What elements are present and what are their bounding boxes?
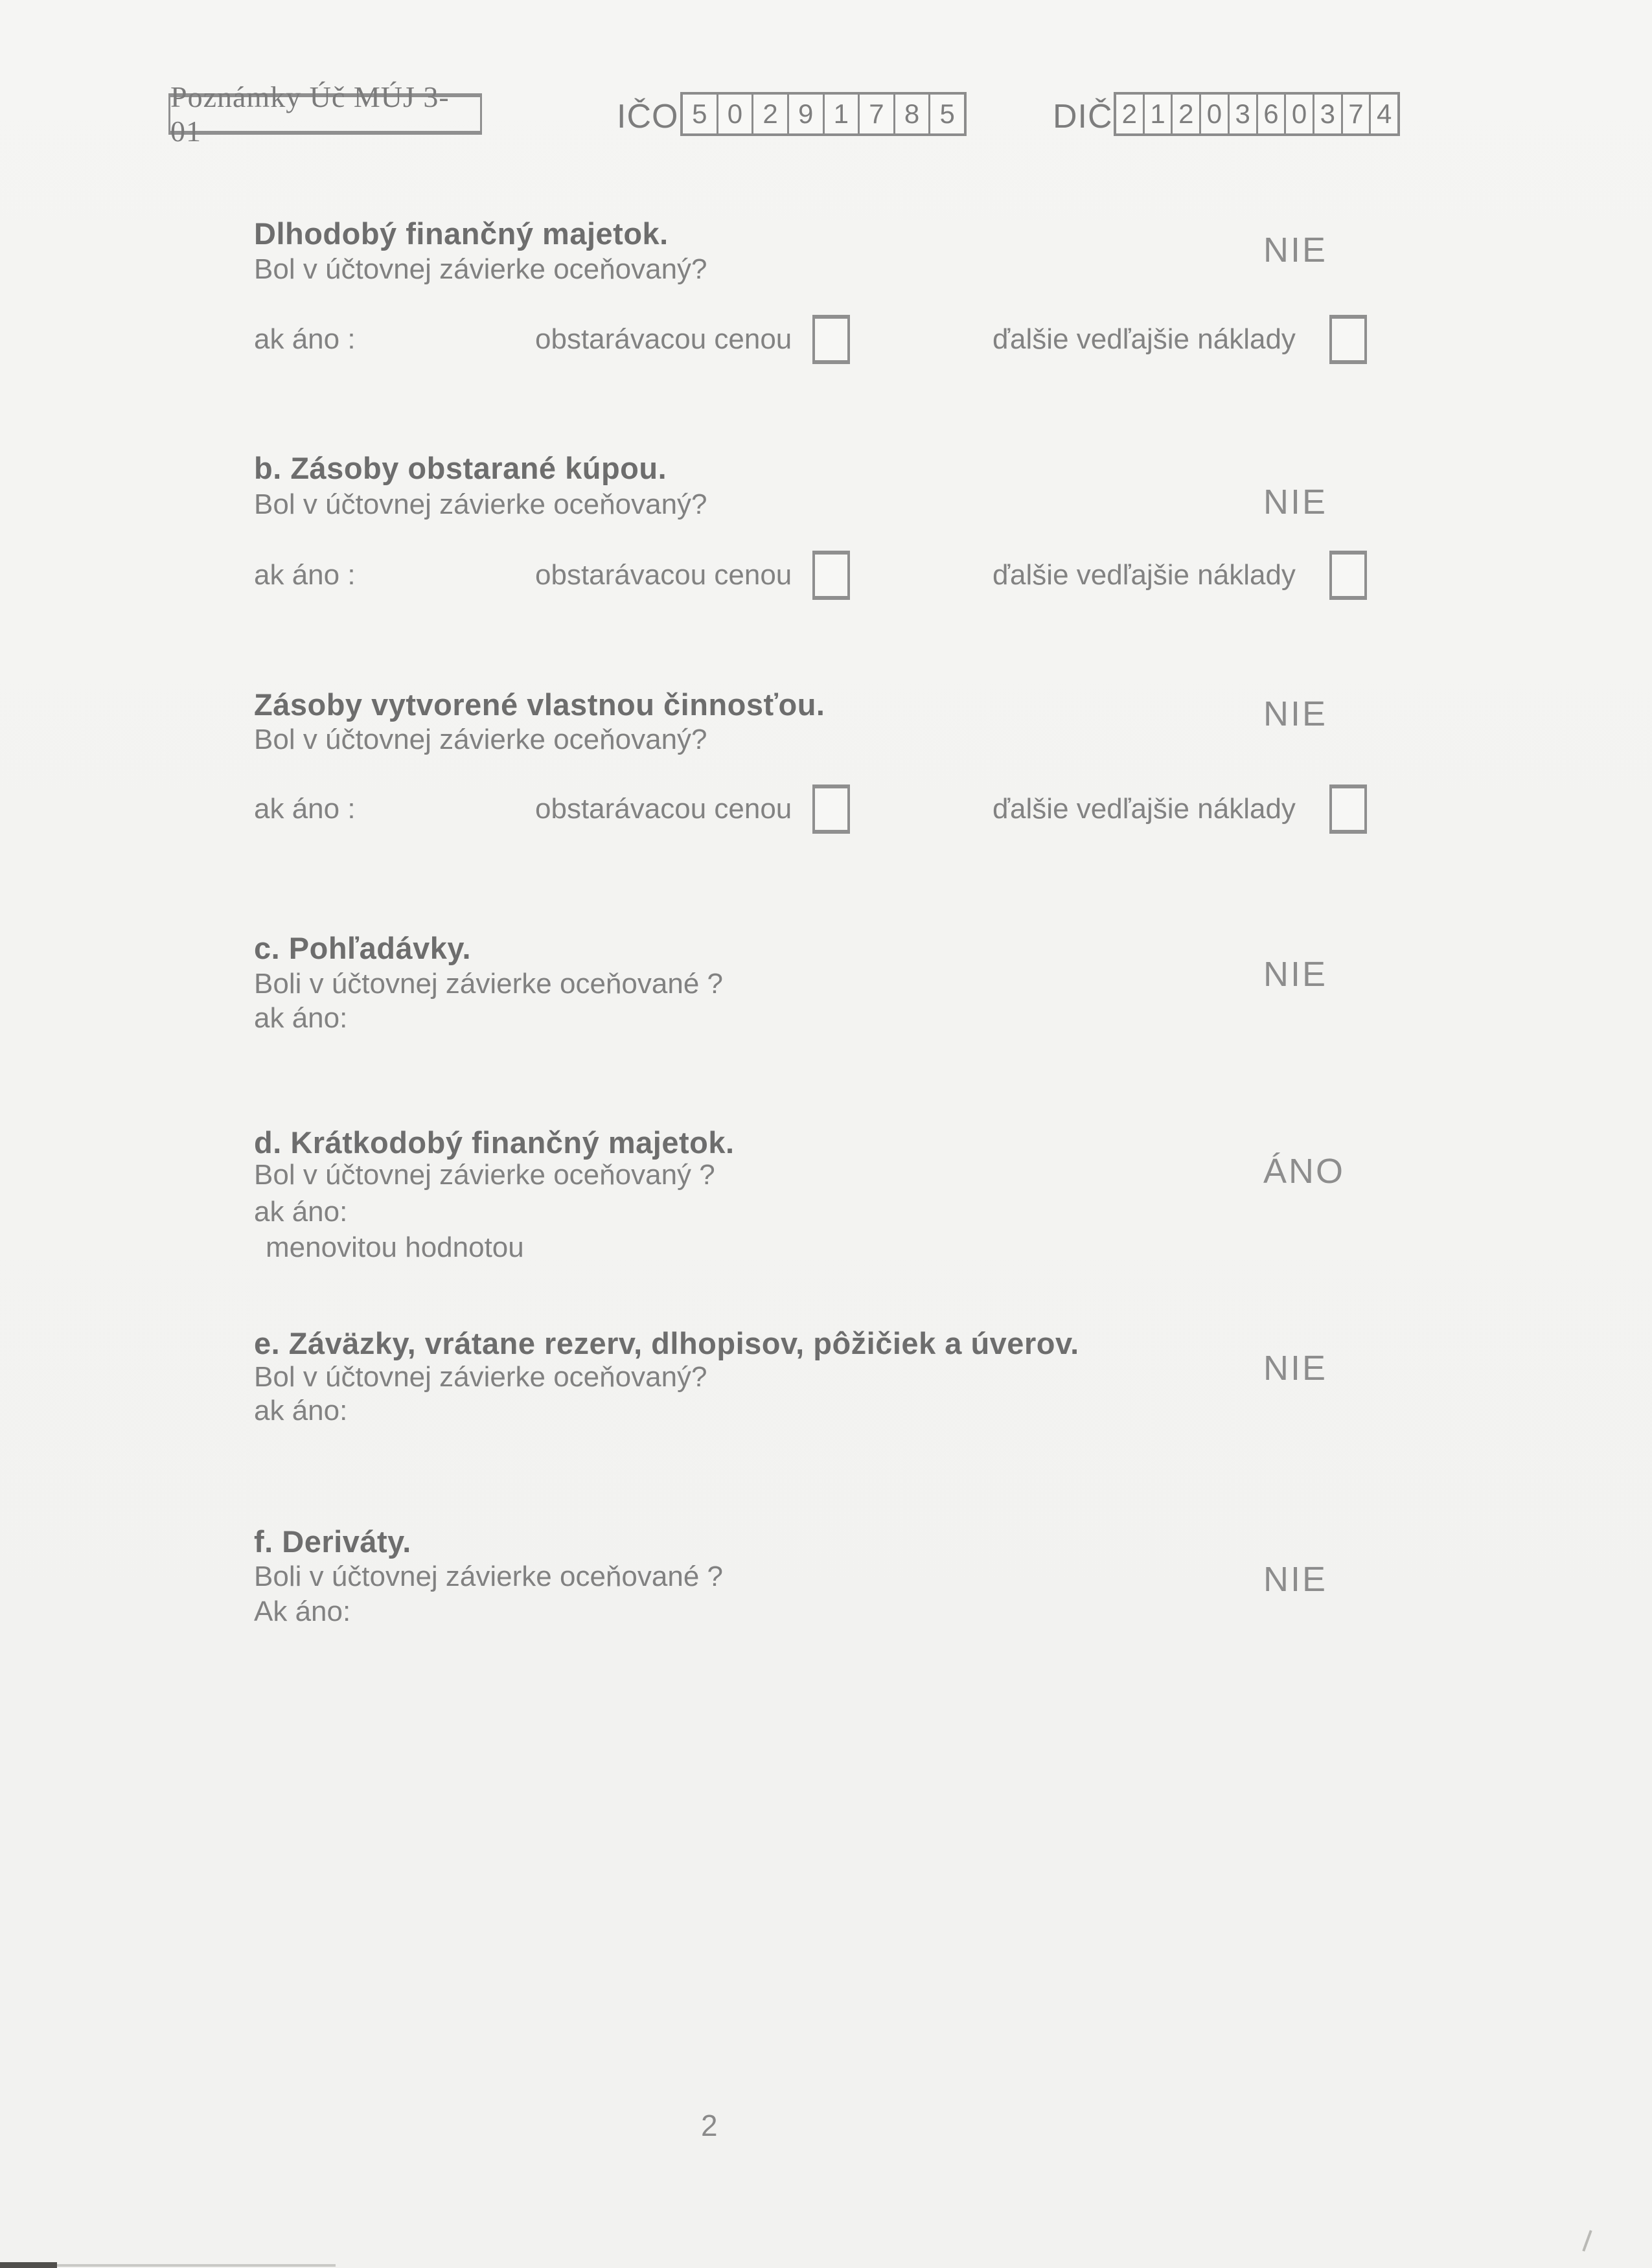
option-label: ďalšie vedľajšie náklady xyxy=(992,559,1296,591)
answer-value: NIE xyxy=(1263,1349,1328,1388)
dic-label: DIČ xyxy=(1053,98,1113,135)
page-number: 2 xyxy=(701,2109,718,2142)
section-heading: c. Pohľadávky. xyxy=(254,931,472,965)
answer-value: NIE xyxy=(1263,694,1328,733)
answer-value: ÁNO xyxy=(1263,1152,1346,1191)
section-heading: e. Záväzky, vrátane rezerv, dlhopisov, pôžičiek a úverov. xyxy=(254,1326,1079,1360)
section-heading: b. Zásoby obstarané kúpou. xyxy=(254,451,667,485)
checkbox-dalsie-naklady[interactable] xyxy=(1329,315,1367,364)
dic-digit-cell: 6 xyxy=(1256,95,1285,133)
ico-label: IČO xyxy=(617,98,679,135)
section-heading: Zásoby vytvorené vlastnou činnosťou. xyxy=(254,687,825,722)
ico-digit-cell: 5 xyxy=(928,95,964,133)
if-yes-label: ak áno : xyxy=(254,323,356,355)
dic-digit-cell: 3 xyxy=(1313,95,1341,133)
dic-digit-cell: 7 xyxy=(1341,95,1370,133)
form-code-label: Poznámky Úč MÚJ 3-01 xyxy=(170,80,450,148)
dic-digit-cell: 4 xyxy=(1369,95,1397,133)
scan-artifact-bottom-line xyxy=(57,2264,336,2267)
dic-digit-cell: 2 xyxy=(1121,98,1138,129)
answer-value: NIE xyxy=(1263,483,1328,521)
section-heading: Dlhodobý finančný majetok. xyxy=(254,216,669,251)
section-heading: d. Krátkodobý finančný majetok. xyxy=(254,1125,735,1160)
answer-value: NIE xyxy=(1263,231,1328,269)
checkbox-obstaravacou-cenou[interactable] xyxy=(812,315,850,364)
section-question: Bol v účtovnej závierke oceňovaný? xyxy=(254,253,707,285)
scan-artifact-scratch xyxy=(1582,2230,1592,2251)
option-label: ďalšie vedľajšie náklady xyxy=(992,793,1296,825)
answer-value: NIE xyxy=(1263,955,1328,994)
dic-digit-cell: 1 xyxy=(1143,95,1171,133)
section-question: Boli v účtovnej závierke oceňované ? xyxy=(254,1561,723,1592)
ico-digit-cell: 9 xyxy=(787,95,823,133)
ico-digit-cell: 7 xyxy=(858,95,893,133)
ico-digit-cell: 0 xyxy=(717,95,752,133)
ico-digit-cell: 8 xyxy=(893,95,929,133)
if-yes-label: ak áno : xyxy=(254,559,356,591)
answer-value: NIE xyxy=(1263,1560,1328,1599)
ico-digit-cell: 2 xyxy=(751,95,787,133)
valuation-method-label: menovitou hodnotou xyxy=(266,1231,524,1263)
section-question: Bol v účtovnej závierke oceňovaný ? xyxy=(254,1159,715,1191)
dic-digit-cell: 0 xyxy=(1199,95,1228,133)
option-label: obstarávacou cenou xyxy=(535,323,792,355)
option-label: obstarávacou cenou xyxy=(535,559,792,591)
section-question: Bol v účtovnej závierke oceňovaný? xyxy=(254,724,707,755)
option-label: ďalšie vedľajšie náklady xyxy=(992,323,1296,355)
form-code-badge xyxy=(168,80,482,148)
dic-digit-cell: 3 xyxy=(1228,95,1256,133)
dic-digit-cell: 0 xyxy=(1284,95,1313,133)
option-label: obstarávacou cenou xyxy=(535,793,792,825)
if-yes-label: ak áno: xyxy=(254,1002,348,1034)
dic-digit-boxes xyxy=(1114,92,1400,136)
dic-digit-cell: 2 xyxy=(1171,95,1199,133)
checkbox-obstaravacou-cenou[interactable] xyxy=(812,785,850,834)
section-heading: f. Deriváty. xyxy=(254,1524,411,1559)
if-yes-label: ak áno: xyxy=(254,1395,348,1426)
ico-digit-cell: 1 xyxy=(823,95,858,133)
checkbox-dalsie-naklady[interactable] xyxy=(1329,785,1367,834)
scan-artifact-bottom-left xyxy=(0,2262,57,2268)
checkbox-obstaravacou-cenou[interactable] xyxy=(812,551,850,600)
ico-digit-cell: 5 xyxy=(692,98,707,129)
ico-digit-boxes xyxy=(680,92,967,136)
section-question: Bol v účtovnej závierke oceňovaný? xyxy=(254,1361,707,1393)
checkbox-dalsie-naklady[interactable] xyxy=(1329,551,1367,600)
if-yes-label: ak áno: xyxy=(254,1196,348,1228)
if-yes-label: Ak áno: xyxy=(254,1596,351,1627)
section-question: Boli v účtovnej závierke oceňované ? xyxy=(254,968,723,1000)
section-question: Bol v účtovnej závierke oceňovaný? xyxy=(254,488,707,520)
if-yes-label: ak áno : xyxy=(254,793,356,825)
